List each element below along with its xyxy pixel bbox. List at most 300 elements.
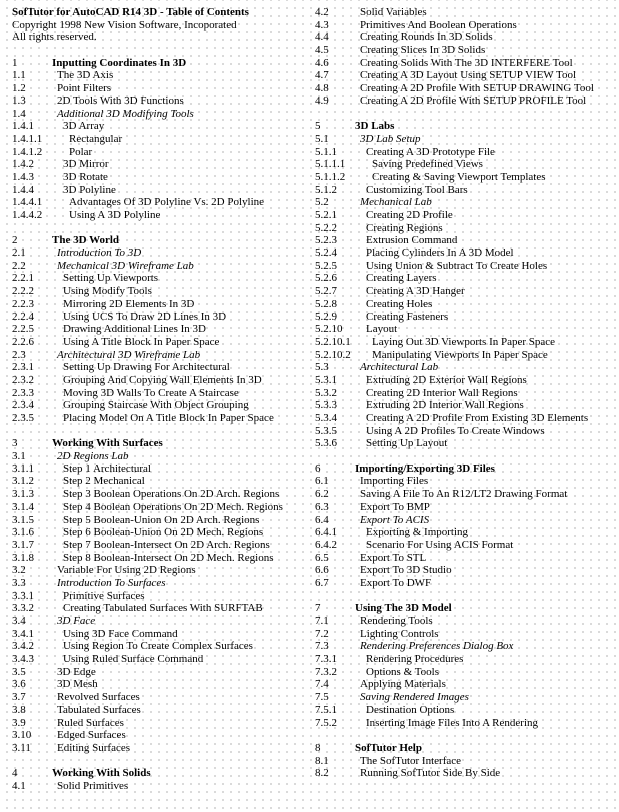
document-header <box>12 6 302 57</box>
toc-entry[interactable] <box>12 653 302 666</box>
toc-entry-number: 6.1 <box>315 475 329 488</box>
toc-entry-number: 5.2.8 <box>315 297 337 310</box>
toc-chapter-heading[interactable] <box>12 437 302 450</box>
toc-entry-title[interactable]: Grouping And Copying Wall Elements In 3D <box>63 373 262 386</box>
toc-entry-title[interactable]: Step 2 Mechanical <box>63 475 145 488</box>
toc-entry-title[interactable]: Using Modify Tools <box>63 285 152 298</box>
toc-entry[interactable] <box>315 234 615 247</box>
toc-entry[interactable] <box>12 336 302 349</box>
toc-entry-title[interactable]: Scenario For Using ACIS Format <box>366 538 514 551</box>
toc-entry-title[interactable]: Export To STL <box>360 551 427 564</box>
toc-entry-title[interactable]: Creating & Saving Viewport Templates <box>372 170 546 183</box>
blank-spacer <box>315 729 615 742</box>
blank-spacer <box>12 755 302 768</box>
toc-entry-number: 3.1.5 <box>12 513 34 526</box>
toc-entry-title[interactable]: Applying Materials <box>360 678 446 691</box>
toc-entry-title[interactable]: Step 6 Boolean-Union On 2D Mech. Regions <box>63 526 264 539</box>
toc-entry[interactable] <box>12 323 302 336</box>
toc-entry-title[interactable]: Mirroring 2D Elements In 3D <box>63 297 195 310</box>
toc-entry[interactable] <box>12 361 302 374</box>
toc-entry-title[interactable]: Creating A 2D Profile From Existing 3D Elements <box>366 412 589 424</box>
toc-entry[interactable] <box>315 717 615 730</box>
toc-entry-title[interactable]: Saving Rendered Images <box>360 691 469 704</box>
toc-entry[interactable] <box>315 653 615 666</box>
toc-entry[interactable] <box>315 247 615 260</box>
toc-entry-title[interactable]: Step 8 Boolean-Intersect On 2D Mech. Regions <box>63 551 274 564</box>
toc-entry-title[interactable]: Using A 2D Profiles To Create Windows <box>366 424 545 437</box>
toc-entry-title[interactable]: Editing Surfaces <box>57 741 131 754</box>
toc-entry-title[interactable]: Destination Options <box>366 703 455 716</box>
toc-entry-title[interactable]: Setting Up Layout <box>366 437 448 450</box>
toc-entry-title[interactable]: Export To 3D Studio <box>360 564 452 577</box>
toc-entry-title[interactable]: Creating Regions <box>366 221 443 234</box>
toc-entry[interactable] <box>315 501 615 514</box>
toc-entry-title[interactable]: Creating 2D Interior Wall Regions <box>366 386 518 399</box>
toc-entry-number: 3.10 <box>12 729 32 742</box>
toc-entry-number: 5.1.1 <box>315 145 337 158</box>
toc-entry-title[interactable]: Creating A 3D Layout Using SETUP VIEW Tool <box>360 69 577 82</box>
toc-entry-title[interactable]: Creating Tabulated Surfaces With SURFTAB <box>63 602 263 615</box>
toc-entry[interactable] <box>315 475 615 488</box>
toc-entry-title[interactable]: Placing Model On A Title Block In Paper Space <box>63 412 274 424</box>
toc-entry-title[interactable]: Rendering Preferences Dialog Box <box>360 640 514 653</box>
toc-entry-title[interactable]: 3D Labs <box>355 120 395 133</box>
rights-line: All rights reserved. <box>12 31 97 44</box>
toc-entry[interactable] <box>12 374 302 387</box>
toc-chapter-heading[interactable] <box>315 742 615 755</box>
toc-entry-title[interactable]: Advantages Of 3D Polyline Vs. 2D Polyline <box>69 196 265 209</box>
toc-entry[interactable] <box>12 260 302 273</box>
toc-entry-number: 3.1.7 <box>12 538 34 551</box>
toc-entry-title[interactable]: 3D Mirror <box>63 158 109 171</box>
toc-entry-title[interactable]: Laying Out 3D Viewports In Paper Space <box>372 335 556 348</box>
toc-entry-number: 1.4.1.2 <box>12 145 43 158</box>
toc-entry-title[interactable]: 3D Mesh <box>57 678 98 691</box>
toc-entry[interactable] <box>12 602 302 615</box>
toc-entry-title[interactable]: Lighting Controls <box>360 627 439 640</box>
toc-entry-title[interactable]: Step 3 Boolean Operations On 2D Arch. Regions <box>63 488 280 501</box>
toc-entry-number: 6.6 <box>315 564 329 577</box>
toc-entry[interactable] <box>315 640 615 653</box>
toc-entry-title[interactable]: Variable For Using 2D Regions <box>57 564 196 577</box>
toc-entry[interactable] <box>12 196 302 209</box>
toc-entry[interactable] <box>12 628 302 641</box>
toc-entry-title[interactable]: Creating A 2D Profile With SETUP DRAWING Tool <box>360 82 594 95</box>
toc-entry[interactable] <box>12 146 302 159</box>
toc-entry[interactable] <box>315 133 615 146</box>
toc-entry[interactable] <box>12 717 302 730</box>
toc-entry[interactable] <box>12 463 302 476</box>
toc-entry-title[interactable]: Creating A 3D Hanger <box>366 285 465 298</box>
toc-entry[interactable] <box>315 44 615 57</box>
toc-entry-title[interactable]: Placing Cylinders In A 3D Model <box>366 247 514 260</box>
toc-entry-title[interactable]: 3D Polyline <box>63 183 116 196</box>
toc-entry[interactable] <box>12 552 302 565</box>
toc-entry-title[interactable]: Introduction To Surfaces <box>57 576 166 589</box>
toc-entry-number: 3 <box>12 437 18 450</box>
toc-entry[interactable] <box>12 108 302 121</box>
toc-entry-number: 5.2.2 <box>315 221 337 234</box>
toc-entry-number: 3.11 <box>12 741 31 754</box>
toc-entry-number: 7 <box>315 602 321 615</box>
toc-entry[interactable] <box>315 336 615 349</box>
toc-entry-number: 5.1 <box>315 132 329 145</box>
toc-entry[interactable] <box>315 437 615 450</box>
toc-entry[interactable] <box>12 640 302 653</box>
toc-entry[interactable] <box>315 285 615 298</box>
toc-entry[interactable] <box>315 488 615 501</box>
toc-entry-number: 1.4.3 <box>12 170 34 183</box>
toc-entry-number: 3.1.8 <box>12 551 34 564</box>
toc-entry-title[interactable]: Layout <box>366 323 398 336</box>
toc-entry-title[interactable]: Working With Solids <box>52 767 151 780</box>
toc-entry-title[interactable]: Export To DWF <box>360 576 432 589</box>
toc-entry[interactable] <box>12 577 302 590</box>
toc-entry-title[interactable]: 3D Array <box>63 120 105 133</box>
document-title: SofTutor for AutoCAD R14 3D - Table of Contents <box>12 6 249 18</box>
toc-entry-title[interactable]: Rectangular <box>69 132 123 145</box>
toc-entry-title[interactable]: Point Filters <box>57 82 112 95</box>
toc-entry-title[interactable]: Exporting & Importing <box>366 526 469 539</box>
toc-entry[interactable] <box>12 311 302 324</box>
toc-entry-title[interactable]: Customizing Tool Bars <box>366 183 468 196</box>
toc-entry-title[interactable]: Additional 3D Modifying Tools <box>57 107 194 120</box>
toc-entry-number: 5.3.4 <box>315 412 337 424</box>
toc-entry-title[interactable]: Architectural Lab <box>360 361 439 374</box>
toc-entry-number: 1.4.4.2 <box>12 209 43 221</box>
toc-entry[interactable] <box>315 615 615 628</box>
toc-entry-title[interactable]: 2D Regions Lab <box>57 450 129 463</box>
toc-entry-title[interactable]: 3D Lab Setup <box>360 132 421 145</box>
toc-entry-title[interactable]: Primitive Surfaces <box>63 589 145 602</box>
toc-entry[interactable] <box>12 564 302 577</box>
toc-entry[interactable] <box>315 691 615 704</box>
toc-entry-number: 6.4 <box>315 513 329 526</box>
toc-entry-number: 7.5.2 <box>315 716 337 729</box>
toc-entry-title[interactable]: Ruled Surfaces <box>57 716 124 729</box>
toc-entry-title[interactable]: Polar <box>69 145 93 158</box>
toc-entry-number: 3.6 <box>12 678 26 691</box>
toc-entry[interactable] <box>12 133 302 146</box>
toc-chapter-heading[interactable] <box>315 120 615 133</box>
toc-entry-number: 2.1 <box>12 247 26 260</box>
toc-entry-number: 2.3.5 <box>12 412 34 424</box>
toc-entry-title[interactable]: Creating Layers <box>366 272 437 285</box>
toc-entry[interactable] <box>315 704 615 717</box>
toc-entry-title[interactable]: Extruding 2D Interior Wall Regions <box>366 399 524 412</box>
toc-entry[interactable] <box>12 666 302 679</box>
toc-entry[interactable] <box>315 298 615 311</box>
toc-entry-number: 4.8 <box>315 82 329 95</box>
toc-entry-title[interactable]: Creating A 2D Profile With SETUP PROFILE Tool <box>360 94 587 107</box>
toc-entry-title[interactable]: Extrusion Command <box>366 234 458 247</box>
toc-entry[interactable] <box>12 285 302 298</box>
toc-entry-number: 8.2 <box>315 767 329 780</box>
toc-entry[interactable] <box>315 311 615 324</box>
toc-entry-title[interactable]: Using Union & Subtract To Create Holes <box>366 259 548 272</box>
toc-entry-title[interactable]: Creating 2D Profile <box>366 209 453 221</box>
toc-entry[interactable] <box>315 272 615 285</box>
toc-entry[interactable] <box>12 82 302 95</box>
toc-entry[interactable] <box>12 615 302 628</box>
toc-entry[interactable] <box>12 514 302 527</box>
toc-entry-number: 2.2.4 <box>12 310 34 323</box>
toc-entry[interactable] <box>315 260 615 273</box>
blank-spacer <box>315 590 615 603</box>
toc-entry-number: 4.4 <box>315 31 329 44</box>
toc-entry-title[interactable]: Tabulated Surfaces <box>57 703 141 716</box>
toc-chapter-heading[interactable] <box>12 234 302 247</box>
toc-entry-title[interactable]: Creating Slices In 3D Solids <box>360 44 486 57</box>
toc-entry[interactable] <box>315 514 615 527</box>
toc-entry-title[interactable]: SofTutor Help <box>355 741 422 754</box>
toc-entry-title[interactable]: Step 4 Boolean Operations On 2D Mech. Regions <box>63 500 283 513</box>
toc-entry[interactable] <box>12 488 302 501</box>
toc-entry[interactable] <box>315 552 615 565</box>
toc-entry-number: 3.4.2 <box>12 640 34 653</box>
toc-entry[interactable] <box>12 729 302 742</box>
toc-entry-number: 3.3 <box>12 576 26 589</box>
toc-entry-number: 6.4.1 <box>315 526 337 539</box>
toc-entry-number: 4.7 <box>315 69 329 82</box>
toc-entry-title[interactable]: Inserting Image Files Into A Rendering <box>366 716 538 729</box>
toc-entry-title[interactable]: Creating Holes <box>366 297 433 310</box>
toc-entry-number: 5.2.9 <box>315 310 337 323</box>
toc-entry-title[interactable]: Using The 3D Model <box>355 602 452 615</box>
toc-entry-title[interactable]: Saving A File To An R12/LT2 Drawing Format <box>360 488 568 501</box>
toc-entry-number: 4.3 <box>315 18 329 31</box>
toc-entry[interactable] <box>12 526 302 539</box>
toc-entry-title[interactable]: Importing Files <box>360 475 429 488</box>
toc-entry[interactable] <box>315 82 615 95</box>
toc-entry-title[interactable]: The 3D Axis <box>57 69 114 82</box>
toc-entry-number: 5.2.1 <box>315 209 337 221</box>
toc-entry[interactable] <box>315 95 615 108</box>
toc-list-right <box>315 6 615 780</box>
toc-entry-title[interactable]: The 3D World <box>52 234 120 247</box>
toc-entry[interactable] <box>12 387 302 400</box>
toc-entry-title[interactable]: Grouping Staircase With Object Grouping <box>63 399 249 412</box>
toc-entry[interactable] <box>12 412 302 425</box>
toc-entry-number: 2.2.5 <box>12 323 34 336</box>
toc-entry-title[interactable]: Creating Rounds In 3D Solids <box>360 31 493 44</box>
toc-entry-number: 5.1.1.2 <box>315 170 346 183</box>
toc-entry[interactable] <box>12 691 302 704</box>
toc-entry-title[interactable]: Mechanical Lab <box>360 196 432 209</box>
toc-chapter-heading[interactable] <box>12 767 302 780</box>
toc-chapter-heading[interactable] <box>12 57 302 70</box>
toc-entry-number: 5.1.2 <box>315 183 337 196</box>
toc-entry-number: 7.4 <box>315 678 329 691</box>
toc-entry-title[interactable]: Rendering Procedures <box>366 653 464 666</box>
toc-entry[interactable] <box>12 272 302 285</box>
toc-entry-title[interactable]: Creating Solids With The 3D INTERFERE Tool <box>360 56 573 69</box>
toc-entry-number: 2.3.1 <box>12 361 34 374</box>
toc-entry[interactable] <box>12 69 302 82</box>
toc-entry[interactable] <box>315 374 615 387</box>
toc-entry[interactable] <box>315 678 615 691</box>
toc-entry[interactable] <box>12 158 302 171</box>
toc-entry[interactable] <box>315 158 615 171</box>
copyright-line: Copyright 1998 New Vision Software, Incoporated <box>12 18 237 31</box>
toc-entry-title[interactable]: 3D Face <box>57 615 96 627</box>
toc-entry-title[interactable]: Step 1 Architectural <box>63 462 151 475</box>
toc-entry-title[interactable]: Using A 3D Polyline <box>69 209 161 221</box>
toc-entry[interactable] <box>315 31 615 44</box>
toc-entry[interactable] <box>12 209 302 222</box>
toc-entry-title[interactable]: Rendering Tools <box>360 615 433 627</box>
toc-entry-title[interactable]: Introduction To 3D <box>57 247 142 260</box>
toc-entry-title[interactable]: Manipulating Viewports In Paper Space <box>372 348 548 361</box>
toc-entry[interactable] <box>315 539 615 552</box>
toc-entry[interactable] <box>12 298 302 311</box>
toc-entry-number: 3.3.2 <box>12 602 34 615</box>
toc-entry-title[interactable]: Working With Surfaces <box>52 437 163 450</box>
toc-entry-title[interactable]: 3D Rotate <box>63 170 108 183</box>
toc-entry-title[interactable]: Creating A 3D Prototype File <box>366 145 495 158</box>
toc-entry-number: 7.1 <box>315 615 329 627</box>
toc-entry-title[interactable]: Using 3D Face Command <box>63 627 178 640</box>
toc-entry-title[interactable]: Using UCS To Draw 2D Lines In 3D <box>63 310 227 323</box>
toc-entry-number: 3.1.6 <box>12 526 34 539</box>
toc-entry-title[interactable]: Using A Title Block In Paper Space <box>63 335 220 348</box>
toc-entry[interactable] <box>12 450 302 463</box>
toc-entry[interactable] <box>12 742 302 755</box>
toc-entry[interactable] <box>12 349 302 362</box>
toc-entry[interactable] <box>315 526 615 539</box>
toc-entry-number: 6.2 <box>315 488 329 501</box>
toc-entry[interactable] <box>12 247 302 260</box>
toc-entry-title[interactable]: Drawing Additional Lines In 3D <box>63 323 206 336</box>
blank-spacer <box>315 108 615 121</box>
toc-entry[interactable] <box>12 95 302 108</box>
toc-entry[interactable] <box>315 323 615 336</box>
toc-entry-number: 3.8 <box>12 703 26 716</box>
toc-entry-title[interactable]: Solid Primitives <box>57 779 129 792</box>
toc-list-left <box>12 57 302 793</box>
toc-entry[interactable] <box>315 184 615 197</box>
toc-entry[interactable] <box>12 590 302 603</box>
toc-entry-number: 2.3.4 <box>12 399 34 412</box>
toc-entry-title[interactable]: Using Region To Create Complex Surfaces <box>63 640 253 653</box>
toc-entry-title[interactable]: Setting Up Drawing For Architectural <box>63 361 230 374</box>
toc-entry[interactable] <box>12 399 302 412</box>
toc-entry-number: 1.2 <box>12 82 26 95</box>
toc-entry-title[interactable]: Step 5 Boolean-Union On 2D Arch. Regions <box>63 513 260 526</box>
toc-entry[interactable] <box>315 628 615 641</box>
toc-entry-title[interactable]: Solid Variables <box>360 6 427 18</box>
toc-entry[interactable] <box>315 19 615 32</box>
toc-chapter-heading[interactable] <box>315 602 615 615</box>
toc-entry[interactable] <box>315 666 615 679</box>
toc-entry-number: 1.3 <box>12 94 26 107</box>
toc-entry-title[interactable]: Setting Up Viewports <box>63 272 159 285</box>
toc-entry-number: 2.2 <box>12 259 26 272</box>
toc-entry-number: 5.3 <box>315 361 329 374</box>
toc-entry-title[interactable]: Extruding 2D Exterior Wall Regions <box>366 373 527 386</box>
toc-entry-number: 5.3.5 <box>315 424 337 437</box>
toc-entry[interactable] <box>12 184 302 197</box>
toc-entry-title[interactable]: Options & Tools <box>366 665 439 678</box>
toc-entry[interactable] <box>315 69 615 82</box>
toc-entry-title[interactable]: Using Ruled Surface Command <box>63 653 204 666</box>
spacer <box>12 44 302 57</box>
toc-entry[interactable] <box>12 171 302 184</box>
toc-entry-number: 1.4.2 <box>12 158 34 171</box>
blank-spacer <box>315 450 615 463</box>
toc-entry-number: 5.2.4 <box>315 247 337 260</box>
toc-entry[interactable] <box>12 501 302 514</box>
toc-entry[interactable] <box>315 171 615 184</box>
toc-entry-title[interactable]: Export To ACIS <box>360 513 430 526</box>
toc-entry[interactable] <box>315 755 615 768</box>
toc-entry[interactable] <box>315 361 615 374</box>
toc-entry[interactable] <box>315 767 615 780</box>
toc-entry-title[interactable]: Saving Predefined Views <box>372 158 483 171</box>
toc-entry-number: 5.3.1 <box>315 373 337 386</box>
toc-entry-title[interactable]: Running SofTutor Side By Side <box>360 767 501 780</box>
toc-entry-number: 3.4.3 <box>12 653 34 666</box>
toc-entry-title[interactable]: Inputting Coordinates In 3D <box>52 56 187 69</box>
toc-entry[interactable] <box>315 387 615 400</box>
toc-entry-title[interactable]: Creating Fasteners <box>366 310 449 323</box>
toc-entry[interactable] <box>12 120 302 133</box>
toc-entry-number: 1.4.1 <box>12 120 34 133</box>
toc-entry-number: 3.3.1 <box>12 589 34 602</box>
toc-entry-title[interactable]: Edged Surfaces <box>57 729 126 742</box>
toc-entry-title[interactable]: Importing/Exporting 3D Files <box>355 462 495 475</box>
toc-entry[interactable] <box>12 539 302 552</box>
toc-entry[interactable] <box>315 412 615 425</box>
toc-entry-title[interactable]: 3D Edge <box>57 665 96 678</box>
toc-entry[interactable] <box>12 475 302 488</box>
toc-entry[interactable] <box>315 399 615 412</box>
toc-entry[interactable] <box>12 704 302 717</box>
toc-chapter-heading[interactable] <box>315 463 615 476</box>
toc-entry-number: 5.2.3 <box>315 234 337 247</box>
toc-entry[interactable] <box>12 678 302 691</box>
toc-entry-number: 2.2.1 <box>12 272 34 285</box>
toc-entry-number: 8 <box>315 741 321 754</box>
toc-entry[interactable] <box>12 780 302 793</box>
toc-entry-number: 4 <box>12 767 18 780</box>
blank-spacer <box>12 425 302 438</box>
toc-entry[interactable] <box>315 57 615 70</box>
toc-entry-title[interactable]: Architectural 3D Wireframe Lab <box>57 348 201 361</box>
toc-entry-number: 4.6 <box>315 56 329 69</box>
toc-entry-number: 5.2.10.2 <box>315 348 351 361</box>
toc-entry[interactable] <box>315 196 615 209</box>
toc-entry[interactable] <box>315 349 615 362</box>
toc-entry[interactable] <box>315 6 615 19</box>
toc-entry[interactable] <box>315 425 615 438</box>
toc-entry-title[interactable]: Mechanical 3D Wireframe Lab <box>57 259 194 272</box>
toc-entry[interactable] <box>315 577 615 590</box>
toc-entry[interactable] <box>315 146 615 159</box>
toc-entry-number: 3.1.3 <box>12 488 34 501</box>
toc-entry-title[interactable]: Step 7 Boolean-Intersect On 2D Arch. Regions <box>63 538 270 551</box>
toc-entry[interactable] <box>315 222 615 235</box>
toc-entry-title[interactable]: Revolved Surfaces <box>57 691 140 704</box>
toc-entry-title[interactable]: Moving 3D Walls To Create A Staircase <box>63 386 239 399</box>
toc-entry-title[interactable]: The SofTutor Interface <box>360 754 462 767</box>
toc-entry-title[interactable]: 2D Tools With 3D Functions <box>57 94 184 107</box>
toc-entry-number: 7.5 <box>315 691 329 704</box>
toc-entry[interactable] <box>315 564 615 577</box>
toc-entry-title[interactable]: Primitives And Boolean Operations <box>360 18 517 31</box>
toc-entry[interactable] <box>315 209 615 222</box>
toc-entry-title[interactable]: Export To BMP <box>360 500 430 513</box>
